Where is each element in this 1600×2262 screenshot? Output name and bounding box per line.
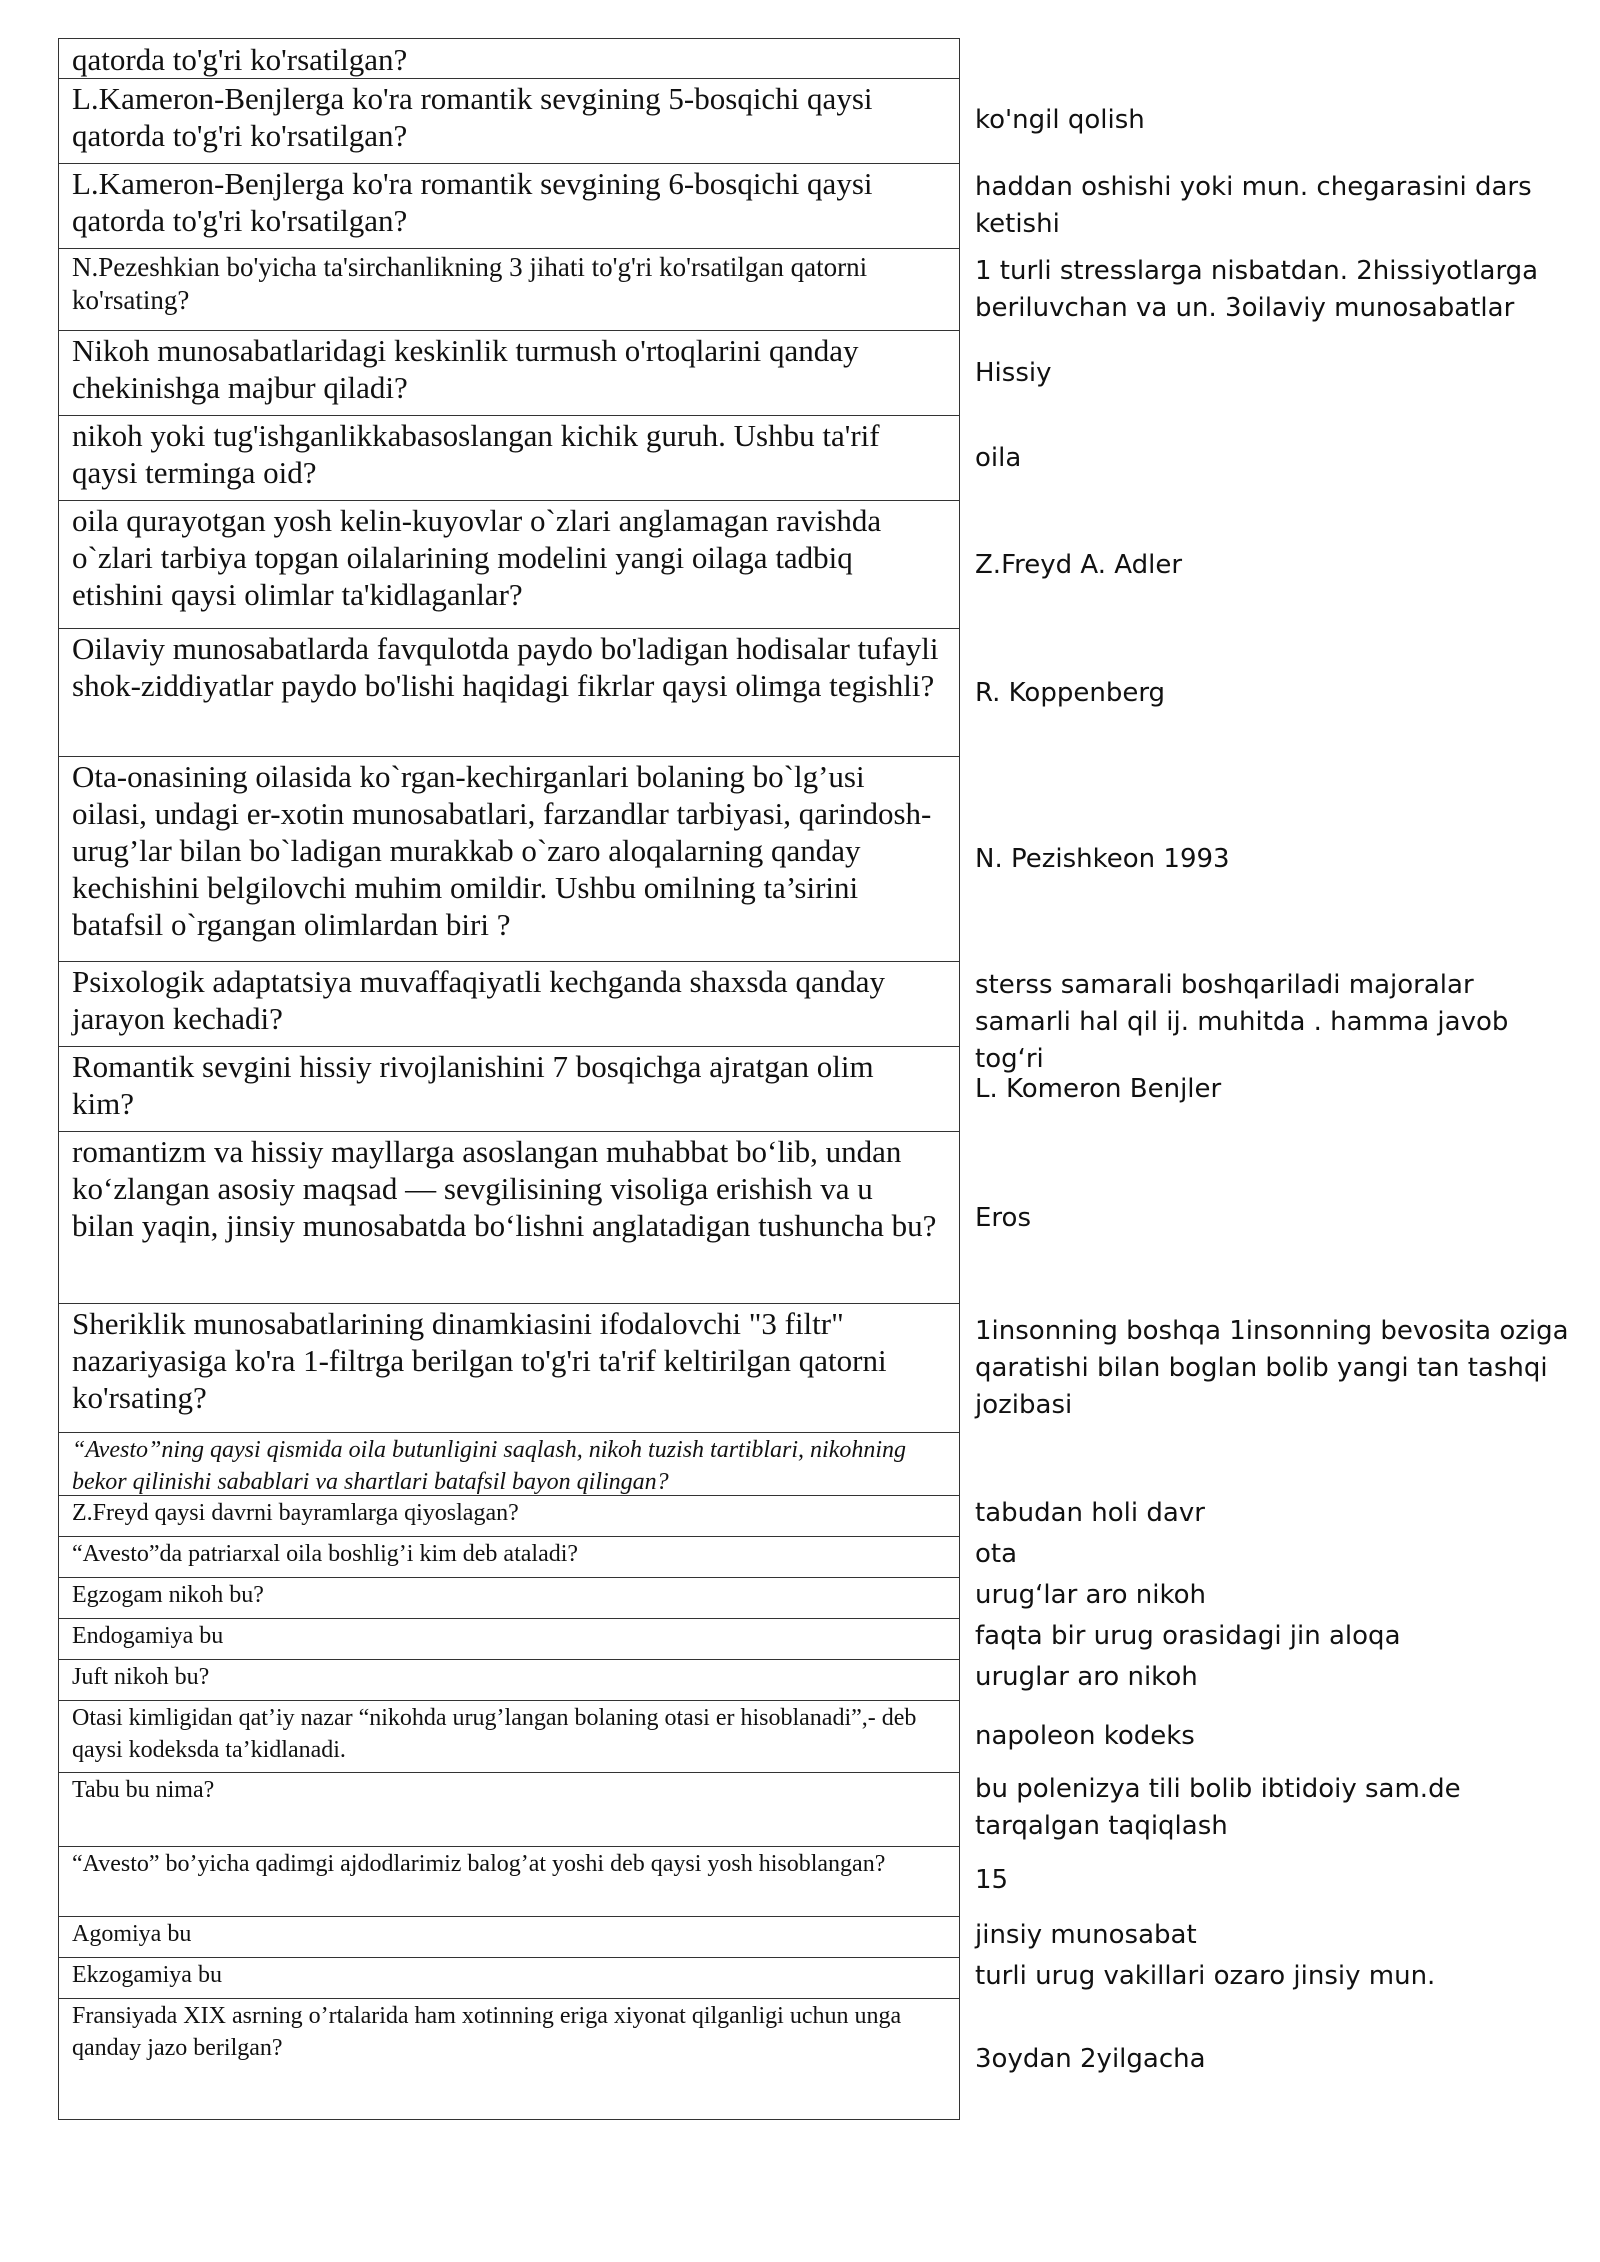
answer-text: ota [975, 1539, 1018, 1569]
question-text: romantizm va hissiy mayllarga asoslangan muhabbat bo‘lib, undan ko‘zlangan asosiy maqsad — sevgilisining visoliga erishish va u bilan yaqin, jinsiy munosabatda bo‘lishni anglatadigan tushuncha bu? [72, 1134, 937, 1243]
question-text: Agomiya bu [72, 1921, 192, 1947]
question-text: Otasi kimligidan qat’iy nazar “nikohda urug’langan bolaning otasi er hisoblanadi”,- deb qaysi kodeksda ta’kidlanadi. [72, 1705, 917, 1763]
answer-text: bu polenizya tili bolib ibtidoiy sam.de tarqalgan taqiqlash [975, 1774, 1461, 1841]
question-text: Nikoh munosabatlaridagi keskinlik turmush o'rtoqlarini qanday chekinishga majbur qiladi? [72, 333, 859, 405]
answer-text: 15 [975, 1865, 1009, 1895]
question-text: Sheriklik munosabatlarining dinamkiasini ifodalovchi "3 filtr" nazariyasiga ko'ra 1-filtrga berilgan to'g'ri ta'rif keltirilgan qatorni ko'rsating? [72, 1306, 887, 1415]
answer-text: 1 turli stresslarga nisbatdan. 2hissiyotlarga beriluvchan va un. 3oilaviy munosabatlar [975, 256, 1539, 323]
answer-text: Hissiy [975, 358, 1052, 388]
question-text: qatorda to'g'ri ko'rsatilgan? [72, 42, 408, 77]
question-text: Fransiyada XIX asrning o’rtalarida ham xotinning eriga xiyonat qilganligi uchun unga qanday jazo berilgan? [72, 2003, 902, 2061]
question-text: Ota-onasining oilasida ko`rgan-kechirganlari bolaning bo`lg’usi oilasi, undagi er-xotin munosabatlari, farzandlar tarbiyasi, qarindosh-urug’lar bilan bo`ladigan murakkab o`zaro aloqalarning qanday kechishini belgilovchi muhim omildir. Ushbu omilning ta’sirini batafsil o`rgangan olimlardan biri ? [72, 759, 932, 942]
answer-text: urug‘lar aro nikoh [975, 1580, 1206, 1610]
answer-text: napoleon kodeks [975, 1721, 1195, 1751]
answer-text: uruglar aro nikoh [975, 1662, 1198, 1692]
question-text: Ekzogamiya bu [72, 1962, 222, 1988]
answer-text: ko'ngil qolish [975, 105, 1145, 135]
answer-text: haddan oshishi yoki mun. chegarasini dars ketishi [975, 172, 1532, 239]
answer-text: sterss samarali boshqariladi majoralar samarli hal qil ij. muhitda . hamma javob tog‘ri [975, 970, 1509, 1074]
question-text: “Avesto”ning qaysi qismida oila butunligini saqlash, nikoh tuzish tartiblari, nikohning bekor qilinishi sabablari va shartlari batafsil bayon qilingan? [72, 1437, 907, 1495]
answer-text: Z.Freyd A. Adler [975, 550, 1183, 580]
question-text: Psixologik adaptatsiya muvaffaqiyatli kechganda shaxsda qanday jarayon kechadi? [72, 964, 885, 1036]
answer-text: Eros [975, 1203, 1031, 1233]
question-text: L.Kameron-Benjlerga ko'ra romantik sevgining 5-bosqichi qaysi qatorda to'g'ri ko'rsatilgan? [72, 81, 873, 153]
answer-text: L. Komeron Benjler [975, 1074, 1222, 1104]
question-text: nikoh yoki tug'ishganlikkabasoslangan kichik guruh. Ushbu ta'rif qaysi terminga oid? [72, 418, 880, 490]
answer-text: oila [975, 443, 1022, 473]
question-text: N.Pezeshkian bo'yicha ta'sirchanlikning 3 jihati to'g'ri ko'rsatilgan qatorni ko'rsating? [72, 252, 868, 315]
question-text: Tabu bu nima? [72, 1777, 215, 1803]
answer-text: faqta bir urug orasidagi jin aloqa [975, 1621, 1401, 1651]
question-text: Egzogam nikoh bu? [72, 1582, 264, 1608]
answer-text: tabudan holi davr [975, 1498, 1205, 1528]
question-text: “Avesto” bo’yicha qadimgi ajdodlarimiz balog’at yoshi deb qaysi yosh hisoblangan? [72, 1851, 886, 1877]
question-text: oila qurayotgan yosh kelin-kuyovlar o`zlari anglamagan ravishda o`zlari tarbiya topgan oilalarining modelini yangi oilaga tadbiq etishini qaysi olimlar ta'kidlaganlar? [72, 503, 882, 612]
question-text: Endogamiya bu [72, 1623, 224, 1649]
answer-text: 3oydan 2yilgacha [975, 2044, 1206, 2074]
answer-text: turli urug vakillari ozaro jinsiy mun. [975, 1961, 1436, 1991]
answer-text: jinsiy munosabat [975, 1920, 1197, 1950]
answer-text: N. Pezishkeon 1993 [975, 844, 1230, 874]
question-text: Oilaviy munosabatlarda favqulotda paydo bo'ladigan hodisalar tufayli shok-ziddiyatlar paydo bo'lishi haqidagi fikrlar qaysi olimga tegishli? [72, 631, 939, 703]
question-text: L.Kameron-Benjlerga ko'ra romantik sevgining 6-bosqichi qaysi qatorda to'g'ri ko'rsatilgan? [72, 166, 873, 238]
answer-text: 1insonning boshqa 1insonning bevosita oziga qaratishi bilan boglan bolib yangi tan tashqi jozibasi [975, 1316, 1569, 1420]
question-text: Romantik sevgini hissiy rivojlanishini 7 bosqichga ajratgan olim kim? [72, 1049, 874, 1121]
answer-text: R. Koppenberg [975, 678, 1166, 708]
question-text: “Avesto”da patriarxal oila boshlig’i kim deb ataladi? [72, 1541, 579, 1567]
question-text: Juft nikoh bu? [72, 1664, 210, 1690]
question-text: Z.Freyd qaysi davrni bayramlarga qiyoslagan? [72, 1500, 519, 1526]
